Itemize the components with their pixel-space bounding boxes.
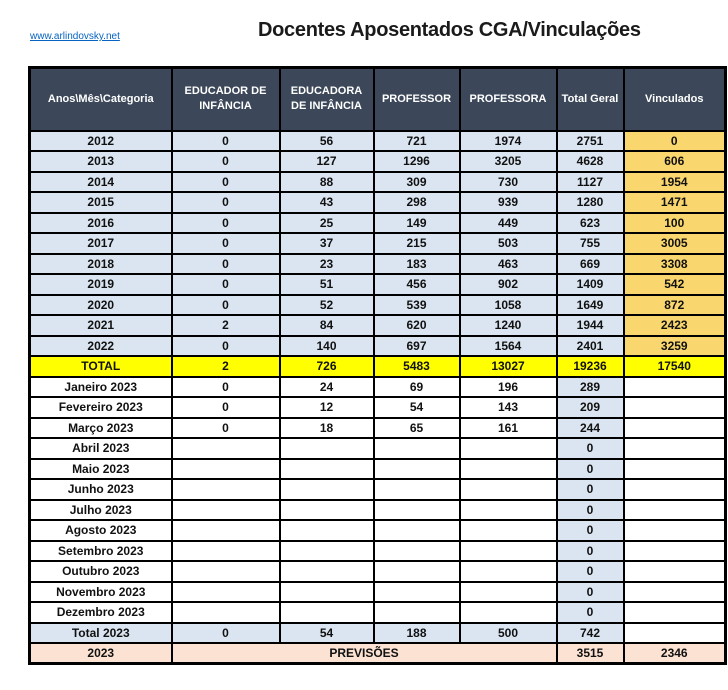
table-cell: 69 <box>374 377 460 398</box>
row-label: 2021 <box>30 315 172 336</box>
table-cell: 127 <box>280 151 374 172</box>
docentes-aposentados-table <box>28 66 727 665</box>
table-cell: 0 <box>624 131 726 152</box>
row-label: Dezembro 2023 <box>30 602 172 623</box>
table-cell: 298 <box>374 192 460 213</box>
table-cell <box>460 459 557 480</box>
table-row-abril-2023 <box>30 438 726 459</box>
row-label: Abril 2023 <box>30 438 172 459</box>
table-cell <box>374 602 460 623</box>
table-cell <box>280 438 374 459</box>
table-cell <box>624 459 726 480</box>
table-cell <box>280 520 374 541</box>
table-cell: 149 <box>374 213 460 234</box>
col-header-anos-mes-categoria: Anos\Mês\Categoria <box>30 68 172 131</box>
table-cell: 0 <box>557 520 624 541</box>
table-cell: 54 <box>280 623 374 644</box>
table-row-2020 <box>30 295 726 316</box>
col-header-educadora-de-infancia: EDUCADORA DE INFÂNCIA <box>280 68 374 131</box>
table-cell <box>172 602 280 623</box>
row-label: Julho 2023 <box>30 500 172 521</box>
table-cell <box>624 479 726 500</box>
header-row <box>30 68 726 131</box>
table-cell: 730 <box>460 172 557 193</box>
table-cell: 13027 <box>460 356 557 377</box>
table-cell: 463 <box>460 254 557 275</box>
table-cell: 1409 <box>557 274 624 295</box>
table-cell: 0 <box>172 377 280 398</box>
table-row-setembro-2023 <box>30 541 726 562</box>
row-label: Março 2023 <box>30 418 172 439</box>
table-cell <box>172 459 280 480</box>
row-label: Novembro 2023 <box>30 582 172 603</box>
table-cell: 1564 <box>460 336 557 357</box>
table-cell <box>374 479 460 500</box>
table-cell: 0 <box>172 172 280 193</box>
table-cell-vinculados: 2346 <box>624 643 726 664</box>
table-cell: 0 <box>557 561 624 582</box>
table-cell <box>624 623 726 644</box>
table-cell: 183 <box>374 254 460 275</box>
table-cell <box>460 438 557 459</box>
table-row-novembro-2023 <box>30 582 726 603</box>
table-cell: 623 <box>557 213 624 234</box>
table-cell <box>460 520 557 541</box>
table-cell: 0 <box>557 459 624 480</box>
col-header-vinculados: Vinculados <box>624 68 726 131</box>
table-cell <box>280 479 374 500</box>
row-label: Maio 2023 <box>30 459 172 480</box>
col-header-total-geral: Total Geral <box>557 68 624 131</box>
table-row-2012 <box>30 131 726 152</box>
table-cell: 25 <box>280 213 374 234</box>
table-cell <box>460 602 557 623</box>
table-cell <box>460 479 557 500</box>
top-bar <box>0 0 728 66</box>
table-cell <box>374 500 460 521</box>
table-row-outubro-2023 <box>30 561 726 582</box>
table-cell: 56 <box>280 131 374 152</box>
table-cell <box>374 520 460 541</box>
table-row-2017 <box>30 233 726 254</box>
row-label: Fevereiro 2023 <box>30 397 172 418</box>
table-cell <box>624 561 726 582</box>
table-cell: 1296 <box>374 151 460 172</box>
table-cell: 43 <box>280 192 374 213</box>
table-cell: 0 <box>172 192 280 213</box>
row-label: 2016 <box>30 213 172 234</box>
table-cell: 18 <box>280 418 374 439</box>
table-cell: 24 <box>280 377 374 398</box>
table-cell: 697 <box>374 336 460 357</box>
table-cell: 1974 <box>460 131 557 152</box>
table-cell: 0 <box>172 233 280 254</box>
row-label: 2023 <box>30 643 172 664</box>
table-cell: 0 <box>172 295 280 316</box>
table-body <box>30 131 726 664</box>
table-row-dezembro-2023 <box>30 602 726 623</box>
table-cell <box>624 500 726 521</box>
row-label: Setembro 2023 <box>30 541 172 562</box>
table-cell <box>374 541 460 562</box>
table-cell <box>172 438 280 459</box>
col-header-educador-de-infancia: EDUCADOR DE INFÂNCIA <box>172 68 280 131</box>
table-cell: 289 <box>557 377 624 398</box>
table-cell: 2401 <box>557 336 624 357</box>
table-cell: 196 <box>460 377 557 398</box>
table-cell: 2 <box>172 315 280 336</box>
table-cell: 0 <box>172 274 280 295</box>
table-cell: 0 <box>172 213 280 234</box>
table-cell: 449 <box>460 213 557 234</box>
table-cell: 3308 <box>624 254 726 275</box>
table-row-agosto-2023 <box>30 520 726 541</box>
table-cell <box>172 541 280 562</box>
row-label: 2019 <box>30 274 172 295</box>
row-label: 2012 <box>30 131 172 152</box>
table-cell: 4628 <box>557 151 624 172</box>
table-cell <box>460 541 557 562</box>
table-cell: 902 <box>460 274 557 295</box>
row-label: 2017 <box>30 233 172 254</box>
table-cell <box>374 459 460 480</box>
table-cell <box>172 582 280 603</box>
table-cell <box>172 561 280 582</box>
table-cell: 1954 <box>624 172 726 193</box>
table-cell: 2 <box>172 356 280 377</box>
col-header-professor: PROFESSOR <box>374 68 460 131</box>
table-cell <box>280 561 374 582</box>
table-cell: 755 <box>557 233 624 254</box>
table-row-junho-2023 <box>30 479 726 500</box>
row-label: Janeiro 2023 <box>30 377 172 398</box>
table-cell <box>280 541 374 562</box>
row-label: Outubro 2023 <box>30 561 172 582</box>
table-row-2014 <box>30 172 726 193</box>
table-cell: 1471 <box>624 192 726 213</box>
table-cell <box>460 582 557 603</box>
table-cell <box>172 479 280 500</box>
table-cell: 84 <box>280 315 374 336</box>
table-row-maio-2023 <box>30 459 726 480</box>
row-label: Total 2023 <box>30 623 172 644</box>
row-label: 2018 <box>30 254 172 275</box>
row-label: 2015 <box>30 192 172 213</box>
table-cell: 244 <box>557 418 624 439</box>
table-cell: 140 <box>280 336 374 357</box>
previsoes-merged-cell: PREVISÕES <box>172 643 557 664</box>
table-cell <box>460 500 557 521</box>
table-cell: 2423 <box>624 315 726 336</box>
table-cell: 209 <box>557 397 624 418</box>
table-cell: 3005 <box>624 233 726 254</box>
row-label: TOTAL <box>30 356 172 377</box>
table-cell: 37 <box>280 233 374 254</box>
table-cell: 12 <box>280 397 374 418</box>
table-cell: 742 <box>557 623 624 644</box>
table-cell: 0 <box>557 602 624 623</box>
table-cell: 215 <box>374 233 460 254</box>
table-cell <box>624 520 726 541</box>
table-cell: 721 <box>374 131 460 152</box>
table-cell: 1240 <box>460 315 557 336</box>
table-cell: 0 <box>557 541 624 562</box>
table-cell: 456 <box>374 274 460 295</box>
table-row-fevereiro-2023 <box>30 397 726 418</box>
table-row-2023 <box>30 643 726 664</box>
table-cell <box>460 561 557 582</box>
table-cell: 539 <box>374 295 460 316</box>
table-cell: 0 <box>557 479 624 500</box>
table-cell: 1944 <box>557 315 624 336</box>
table-cell: 161 <box>460 418 557 439</box>
table-cell <box>172 500 280 521</box>
table-cell: 54 <box>374 397 460 418</box>
table-cell: 0 <box>172 254 280 275</box>
table-cell: 5483 <box>374 356 460 377</box>
table-cell: 1649 <box>557 295 624 316</box>
table-cell <box>374 561 460 582</box>
table-cell: 143 <box>460 397 557 418</box>
table-cell <box>624 438 726 459</box>
table-cell <box>280 500 374 521</box>
table-cell <box>624 541 726 562</box>
table-cell: 0 <box>172 131 280 152</box>
table-cell: 188 <box>374 623 460 644</box>
table-cell: 620 <box>374 315 460 336</box>
table-cell: 52 <box>280 295 374 316</box>
table-row-2013 <box>30 151 726 172</box>
table-cell: 0 <box>557 500 624 521</box>
table-cell: 939 <box>460 192 557 213</box>
row-label: 2013 <box>30 151 172 172</box>
table-cell: 2751 <box>557 131 624 152</box>
table-cell: 669 <box>557 254 624 275</box>
table-cell: 100 <box>624 213 726 234</box>
table-row-2015 <box>30 192 726 213</box>
table-cell: 309 <box>374 172 460 193</box>
table-cell: 0 <box>172 397 280 418</box>
table-cell: 3259 <box>624 336 726 357</box>
site-link[interactable]: www.arlindovsky.net <box>30 31 120 42</box>
table-row-total-2023 <box>30 623 726 644</box>
table-row-2019 <box>30 274 726 295</box>
table-cell <box>624 397 726 418</box>
table-row-mar-o-2023 <box>30 418 726 439</box>
row-label: Junho 2023 <box>30 479 172 500</box>
table-row-2016 <box>30 213 726 234</box>
table-cell <box>624 582 726 603</box>
table-cell <box>280 582 374 603</box>
table-cell: 0 <box>557 438 624 459</box>
table-cell: 0 <box>172 418 280 439</box>
page-title: Docentes Aposentados CGA/Vinculações <box>258 19 641 41</box>
table-row-janeiro-2023 <box>30 377 726 398</box>
table-cell: 65 <box>374 418 460 439</box>
table-cell-total-geral: 3515 <box>557 643 624 664</box>
table-cell: 17540 <box>624 356 726 377</box>
row-label: 2014 <box>30 172 172 193</box>
table-cell <box>374 582 460 603</box>
table-cell: 0 <box>172 336 280 357</box>
table-cell <box>374 438 460 459</box>
table-cell: 503 <box>460 233 557 254</box>
table-cell <box>624 418 726 439</box>
table-cell: 0 <box>172 151 280 172</box>
table-cell: 3205 <box>460 151 557 172</box>
table-cell: 1127 <box>557 172 624 193</box>
table-cell: 19236 <box>557 356 624 377</box>
table-cell: 500 <box>460 623 557 644</box>
table-cell: 1058 <box>460 295 557 316</box>
table-row-total <box>30 356 726 377</box>
table-cell: 872 <box>624 295 726 316</box>
table-cell <box>172 520 280 541</box>
table-row-2022 <box>30 336 726 357</box>
table-cell: 606 <box>624 151 726 172</box>
table-cell: 23 <box>280 254 374 275</box>
table-row-2021 <box>30 315 726 336</box>
table-row-2018 <box>30 254 726 275</box>
row-label: 2022 <box>30 336 172 357</box>
table-cell <box>280 602 374 623</box>
table-cell: 0 <box>172 623 280 644</box>
table-cell: 1280 <box>557 192 624 213</box>
table-cell: 0 <box>557 582 624 603</box>
table-cell: 542 <box>624 274 726 295</box>
table-cell: 88 <box>280 172 374 193</box>
table-cell <box>624 377 726 398</box>
row-label: Agosto 2023 <box>30 520 172 541</box>
col-header-professora: PROFESSORA <box>460 68 557 131</box>
table-cell <box>280 459 374 480</box>
table-cell: 726 <box>280 356 374 377</box>
row-label: 2020 <box>30 295 172 316</box>
table-row-julho-2023 <box>30 500 726 521</box>
table-cell: 51 <box>280 274 374 295</box>
table-cell <box>624 602 726 623</box>
